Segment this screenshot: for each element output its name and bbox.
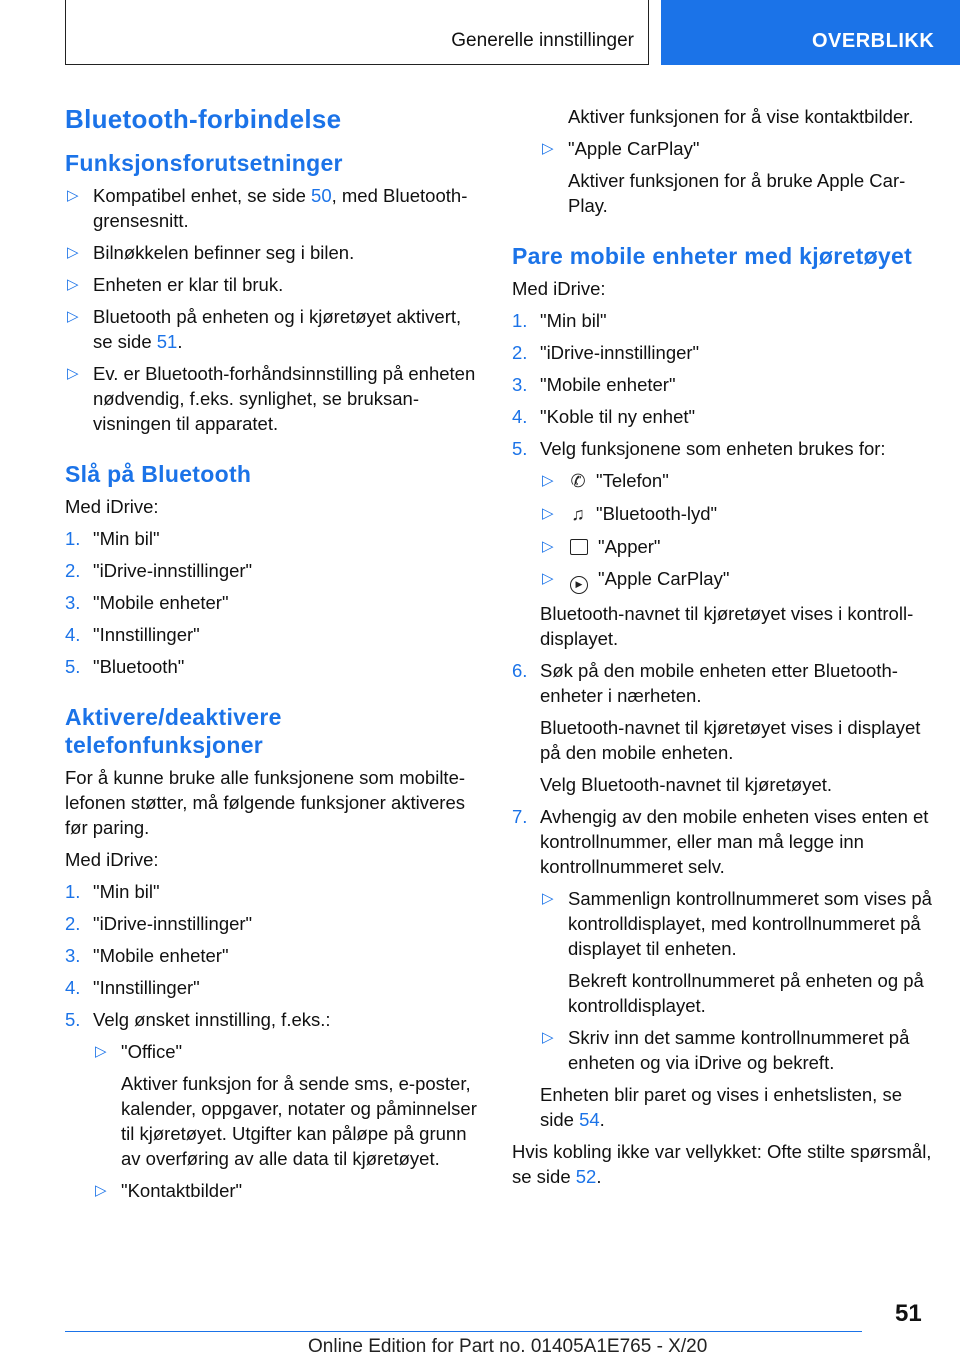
step-note: Bekreft kontrollnummeret på enheten og på kontrolldisplayet. (568, 970, 924, 1016)
option-description: Aktiver funksjonen for å vise kontaktbilder. (568, 106, 914, 127)
list-item: ▷ Bilnøkkelen befinner seg i bilen. (65, 240, 480, 265)
heading-pair-devices: Pare mobile enheter med kjøretøyet (512, 243, 913, 269)
list-item: ▷ Kompatibel enhet, se side 50, med Bluetooth-grensesnitt. (65, 183, 480, 233)
step-item: 3. "Mobile enheter" (512, 374, 676, 395)
step-item: 2. "iDrive-innstillinger" (512, 342, 700, 363)
header-section-box (65, 0, 649, 65)
step-item: 1. "Min bil" (65, 528, 160, 549)
step-item: 1. "Min bil" (65, 881, 160, 902)
intro-text: Med iDrive: (512, 278, 606, 299)
step-item: 1. "Min bil" (512, 310, 607, 331)
step-item: 3. "Mobile enheter" (65, 945, 229, 966)
footer-text: Online Edition for Part no. 01405A1E765 - X/20 (308, 1336, 708, 1357)
footer-divider (65, 1331, 862, 1332)
step-item: 7. Avhengig av den mobile enheten vises enten et kontrollnummer, eller man må legge inn kontrollnummeret selv. (512, 806, 929, 877)
step-item: 2. "iDrive-innstillinger" (65, 560, 253, 581)
music-note-icon: ♫ (571, 504, 585, 524)
overview-tab[interactable] (661, 0, 960, 65)
list-item: ▷ Skriv inn det samme kontrollnummeret på enheten og via iDrive og bekreft. (540, 1025, 932, 1075)
list-item: ▷ Bluetooth på enheten og i kjøretøyet aktivert, se side 51. (65, 304, 480, 354)
step-item: 5. Velg ønsket innstilling, f.eks.: (65, 1009, 331, 1030)
list-item: ▷ Ev. er Bluetooth-forhåndsinnstilling på enheten nødvendig, f.eks. synlighet, se bruksanvisningen til apparatet. (65, 361, 480, 436)
carplay-icon: ▶ (570, 576, 588, 594)
overview-tab-label: OVERBLIKK (812, 30, 935, 52)
option-office: ▷ "Office" (93, 1039, 480, 1064)
option-bluetooth-audio: ▷ ♫ "Bluetooth-lyd" (540, 501, 932, 527)
list-item: ▷ Enheten er klar til bruk. (65, 272, 480, 297)
step-item: 4. "Innstillinger" (65, 624, 200, 645)
phone-icon: ✆ (570, 471, 586, 491)
apps-icon (570, 539, 588, 555)
option-apple-carplay: ▷ ▶ "Apple CarPlay" (540, 566, 932, 594)
option-apple-carplay: ▷ "Apple CarPlay" (540, 136, 932, 161)
paragraph: Hvis kobling ikke var vellykket: Ofte stilte spørsmål, se side 52. (512, 1141, 932, 1187)
option-telephone: ▷ ✆ "Telefon" (540, 468, 932, 494)
option-description: Aktiver funksjonen for å bruke Apple CarPlay. (568, 170, 906, 216)
intro-text: Med iDrive: (65, 496, 159, 517)
step-item: 2. "iDrive-innstillinger" (65, 913, 253, 934)
heading-prerequisites: Funksjonsforutsetninger (65, 150, 343, 176)
left-column (65, 100, 480, 1210)
step-note: Bluetooth-navnet til kjøretøyet vises i kontrolldisplayet. (540, 603, 914, 649)
step-item: 6. Søk på den mobile enheten etter Bluetooth-enheter i nærheten. (512, 660, 898, 706)
heading-enable-bluetooth: Slå på Bluetooth (65, 461, 252, 487)
intro-text: Med iDrive: (65, 849, 159, 870)
list-item: ▷ Sammenlign kontrollnummeret som vises på kontrolldisplayet, med kontrollnummeret på displayet til enheten. (540, 886, 932, 961)
page-link[interactable]: 52 (575, 1166, 597, 1187)
header-section-title: Generelle innstillinger (451, 30, 634, 51)
step-note: Enheten blir paret og vises i enhetslisten, se side 54. (540, 1084, 902, 1130)
paragraph: For å kunne bruke alle funksjonene som mobiltelefonen støtter, må følgende funksjoner aktiveres før paring. (65, 767, 466, 838)
heading-phone-functions: Aktivere/deaktivere telefonfunksjoner (65, 704, 282, 758)
step-item: 5. "Bluetooth" (65, 656, 185, 677)
page-link[interactable]: 50 (311, 185, 332, 206)
step-item: 5. Velg funksjonene som enheten brukes for: (512, 438, 886, 459)
page-number: 51 (895, 1300, 922, 1327)
page-title: Bluetooth-forbindelse (65, 104, 342, 134)
option-apps: ▷ "Apper" (540, 534, 932, 559)
step-note: Bluetooth-navnet til kjøretøyet vises i displayet på den mobile enheten. (540, 717, 921, 763)
step-item: 3. "Mobile enheter" (65, 592, 229, 613)
option-description: Aktiver funksjon for å sende sms, e-poster, kalender, oppgaver, notater og påminnelser til kjøretøyet. Utgifter kan påløpe på grunn av overføring av alle data til kjøretøyet. (121, 1073, 477, 1169)
page-link[interactable]: 54 (579, 1109, 600, 1130)
option-contact-pictures: ▷ "Kontaktbilder" (93, 1178, 480, 1203)
step-item: 4. "Innstillinger" (65, 977, 200, 998)
step-item: 4. "Koble til ny enhet" (512, 406, 696, 427)
right-column (512, 104, 932, 1196)
step-note: Velg Bluetooth-navnet til kjøretøyet. (540, 774, 833, 795)
page-link[interactable]: 51 (156, 331, 178, 352)
